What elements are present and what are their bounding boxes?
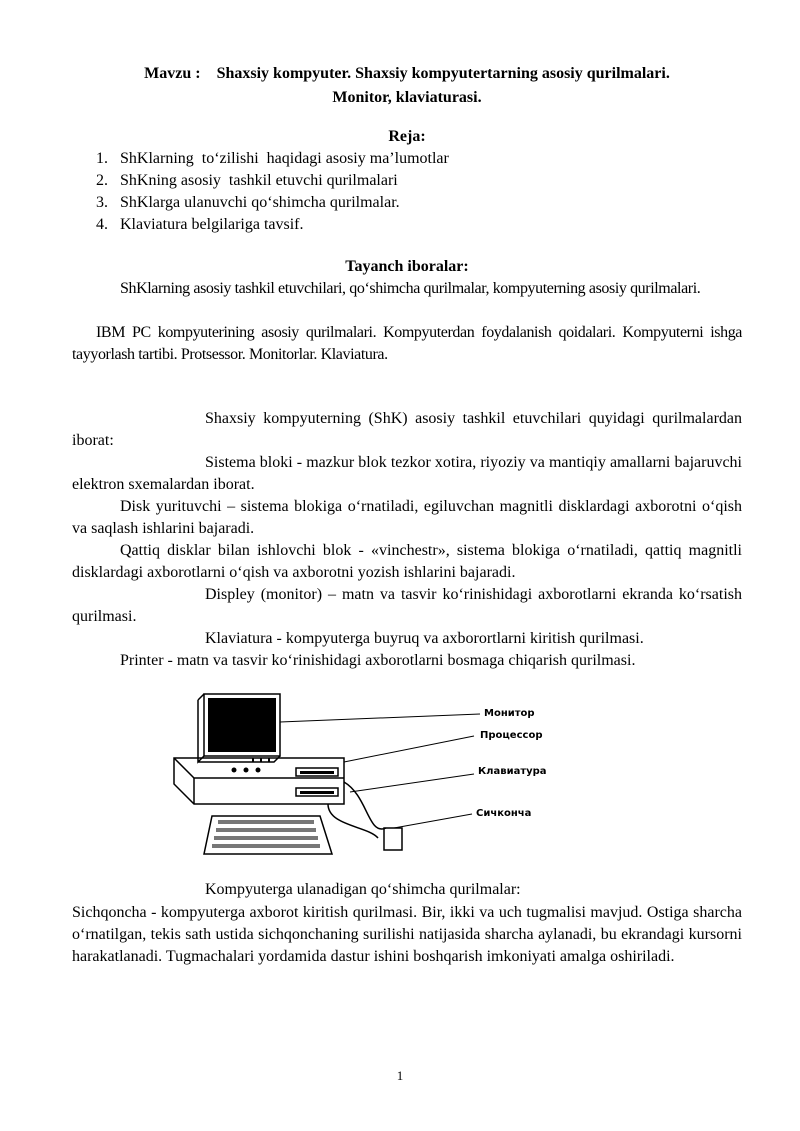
system-unit (174, 758, 344, 804)
plan-heading: Reja: (388, 128, 426, 145)
mouse-label: Сичкончa (476, 808, 532, 819)
processor-label: Процессор (480, 730, 543, 741)
body-paragraph-6: Klaviatura - kompyuterga buyruq va axborortlarni kiritish qurilmasi. (205, 630, 644, 647)
extra-paragraph: Sichqoncha - kompyuterga axborot kiritish qurilmasi. Bir, ikki va uch tugmalisi mavjud. Ostiga sharcha o‘rnatilgan, tekis sath ustida sichqonchaning surilishi natijasida sharcha aylanadi, bu ekrandagi kursorni harakatlanadi. Tugmachalari yordamida dastur ishini boshqarish imkoniyati amalga oshiriladi. (72, 904, 742, 965)
title-line-2: Monitor, klaviaturasi. (332, 89, 482, 106)
title-line-1: Mavzu : Shaxsiy kompyuter. Shaxsiy kompyutertarning asosiy qurilmalari. (144, 65, 670, 82)
plan-item: 1. ShKlarning to‘zilishi haqidagi asosiy ma’lumotlar (96, 150, 449, 167)
body-paragraph-2: Sistema bloki - mazkur blok tezkor xotira, riyoziy va mantiqiy amallarni bajaruvchi elektron sxemalardan iborat. (72, 454, 742, 493)
body-paragraph-5: Displey (monitor) – matn va tasvir ko‘rinishidagi axborotlarni ekranda ko‘rsatish qurilmasi. (72, 586, 742, 625)
extra-heading: Kompyuterga ulanadigan qo‘shimcha qurilmalar: (205, 881, 521, 898)
body-paragraph-4: Qattiq disklar bilan ishlovchi blok - «vinchestr», sistema blokiga o‘rnatiladi, qattiq magnitli disklardagi axborotlarni o‘qish va axborotni yozish ishlarini bajaradi. (72, 542, 742, 581)
monitor-label: Монитор (484, 708, 535, 719)
plan-item: 2. ShKning asosiy tashkil etuvchi qurilmalari (96, 172, 398, 189)
keywords-paragraph-1: ShKlarning asosiy tashkil etuvchilari, qo‘shimcha qurilmalar, kompyuterning asosiy qurilmalari. (120, 280, 701, 297)
body-paragraph-7: Printer - matn va tasvir ko‘rinishidagi axborotlarni bosmaga chiqarish qurilmasi. (120, 652, 636, 669)
page-number: 1 (396, 1068, 404, 1083)
document-title (72, 62, 742, 110)
body-paragraph-3: Disk yurituvchi – sistema blokiga o‘rnatiladi, egiluvchan magnitli disklardagi axborotni o‘qish va saqlash ishlarini bajaradi. (72, 498, 742, 537)
keywords-heading: Tayanch iboralar: (345, 258, 469, 275)
mouse (384, 828, 402, 850)
computer-illustration (168, 686, 568, 856)
keywords-paragraph-2: IBM PC kompyuterining asosiy qurilmalari. Kompyuterdan foydalanish qoidalari. Kompyuterni ishga tayyorlash tartibi. Protsessor. Monitorlar. Klaviatura. (72, 324, 742, 363)
plan-item: 3. ShKlarga ulanuvchi qo‘shimcha qurilmalar. (96, 194, 400, 211)
keyboard-label: Клавиатура (478, 766, 547, 777)
body-paragraph-1: Shaxsiy kompyuterning (ShK) asosiy tashkil etuvchilari quyidagi qurilmalardan iborat: (72, 410, 742, 449)
plan-list (72, 148, 449, 236)
plan-item: 4. Klaviatura belgilariga tavsif. (96, 216, 304, 233)
monitor-screen (208, 698, 276, 752)
